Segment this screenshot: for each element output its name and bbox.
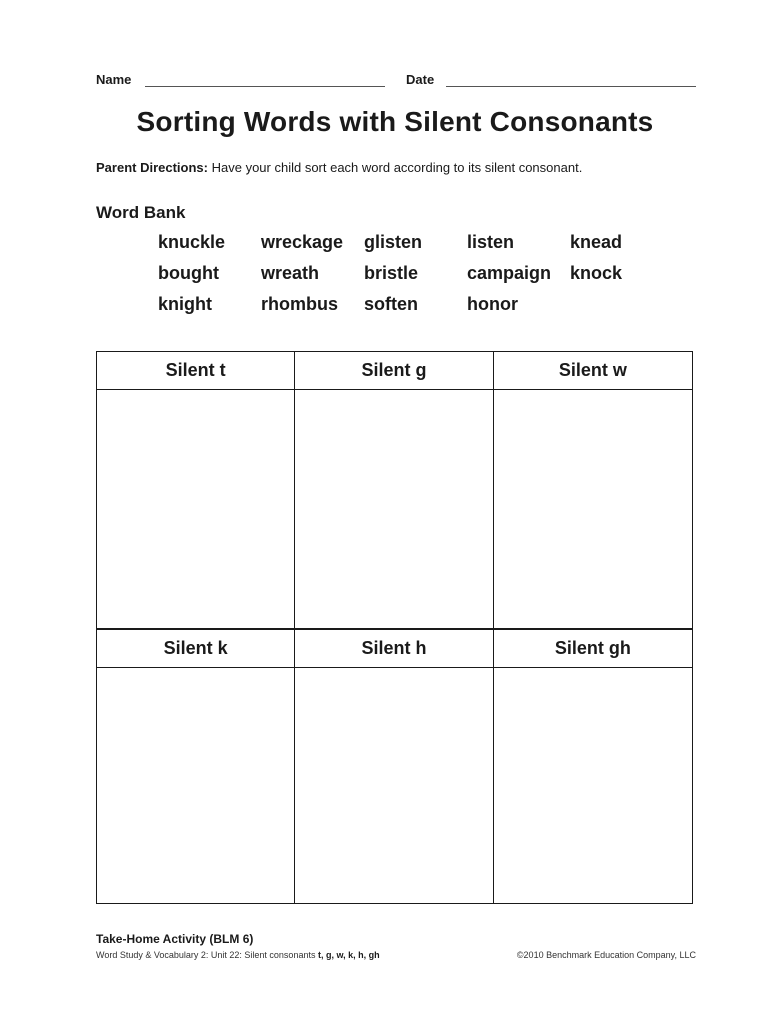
column-header: Silent h: [295, 630, 492, 668]
writing-area[interactable]: [295, 668, 492, 903]
column-header: Silent g: [295, 352, 492, 390]
writing-area[interactable]: [97, 668, 294, 903]
writing-area[interactable]: [494, 668, 692, 903]
word-bank-word: bought: [158, 263, 219, 283]
word-bank-word: wreath: [261, 263, 320, 283]
footer-sub-bold: t, g, w, k, h, gh: [317, 950, 380, 960]
sort-column-silent-g: [295, 352, 493, 628]
word-bank-word: knight: [158, 294, 212, 314]
sort-column-silent-t: [97, 352, 295, 628]
word-bank: [158, 232, 650, 325]
parent-directions: [96, 160, 582, 175]
sort-column-silent-gh: [494, 630, 692, 903]
date-field[interactable]: [446, 86, 696, 87]
word-bank-heading: Word Bank: [96, 203, 186, 222]
sort-table-bottom: [96, 628, 693, 904]
name-date-row: [96, 72, 696, 92]
sort-column-silent-h: [295, 630, 493, 903]
footer-subtitle: [96, 950, 380, 960]
column-header: Silent w: [494, 352, 692, 390]
sort-column-silent-w: [494, 352, 692, 628]
column-header: Silent gh: [494, 630, 692, 668]
sort-column-silent-k: [97, 630, 295, 903]
sort-table-top: [96, 351, 693, 629]
date-label: Date: [406, 72, 435, 87]
directions-text: Have your child sort each word according to its silent consonant.: [211, 160, 583, 175]
word-bank-word: bristle: [364, 263, 419, 283]
word-bank-word: honor: [467, 294, 518, 314]
word-bank-word: knock: [570, 263, 623, 283]
writing-area[interactable]: [494, 390, 692, 628]
word-bank-word: knuckle: [158, 232, 226, 252]
column-header: Silent t: [97, 352, 294, 390]
word-bank-word: soften: [364, 294, 418, 314]
footer-sub-prefix: Word Study & Vocabulary 2: Unit 22: Silent consonants: [96, 950, 316, 960]
word-bank-word: campaign: [467, 263, 552, 283]
copyright: ©2010 Benchmark Education Company, LLC: [516, 950, 696, 960]
name-field[interactable]: [145, 86, 385, 87]
word-bank-word: wreckage: [261, 232, 344, 252]
page-title: Sorting Words with Silent Consonants: [136, 106, 654, 137]
word-bank-word: knead: [570, 232, 623, 252]
word-bank-word: listen: [467, 232, 515, 252]
word-bank-word: rhombus: [261, 294, 339, 314]
column-header: Silent k: [97, 630, 294, 668]
footer-title: Take-Home Activity (BLM 6): [96, 932, 254, 946]
name-label: Name: [96, 72, 132, 87]
writing-area[interactable]: [97, 390, 294, 628]
directions-label: Parent Directions:: [96, 160, 208, 175]
writing-area[interactable]: [295, 390, 492, 628]
word-bank-word: glisten: [364, 232, 423, 252]
